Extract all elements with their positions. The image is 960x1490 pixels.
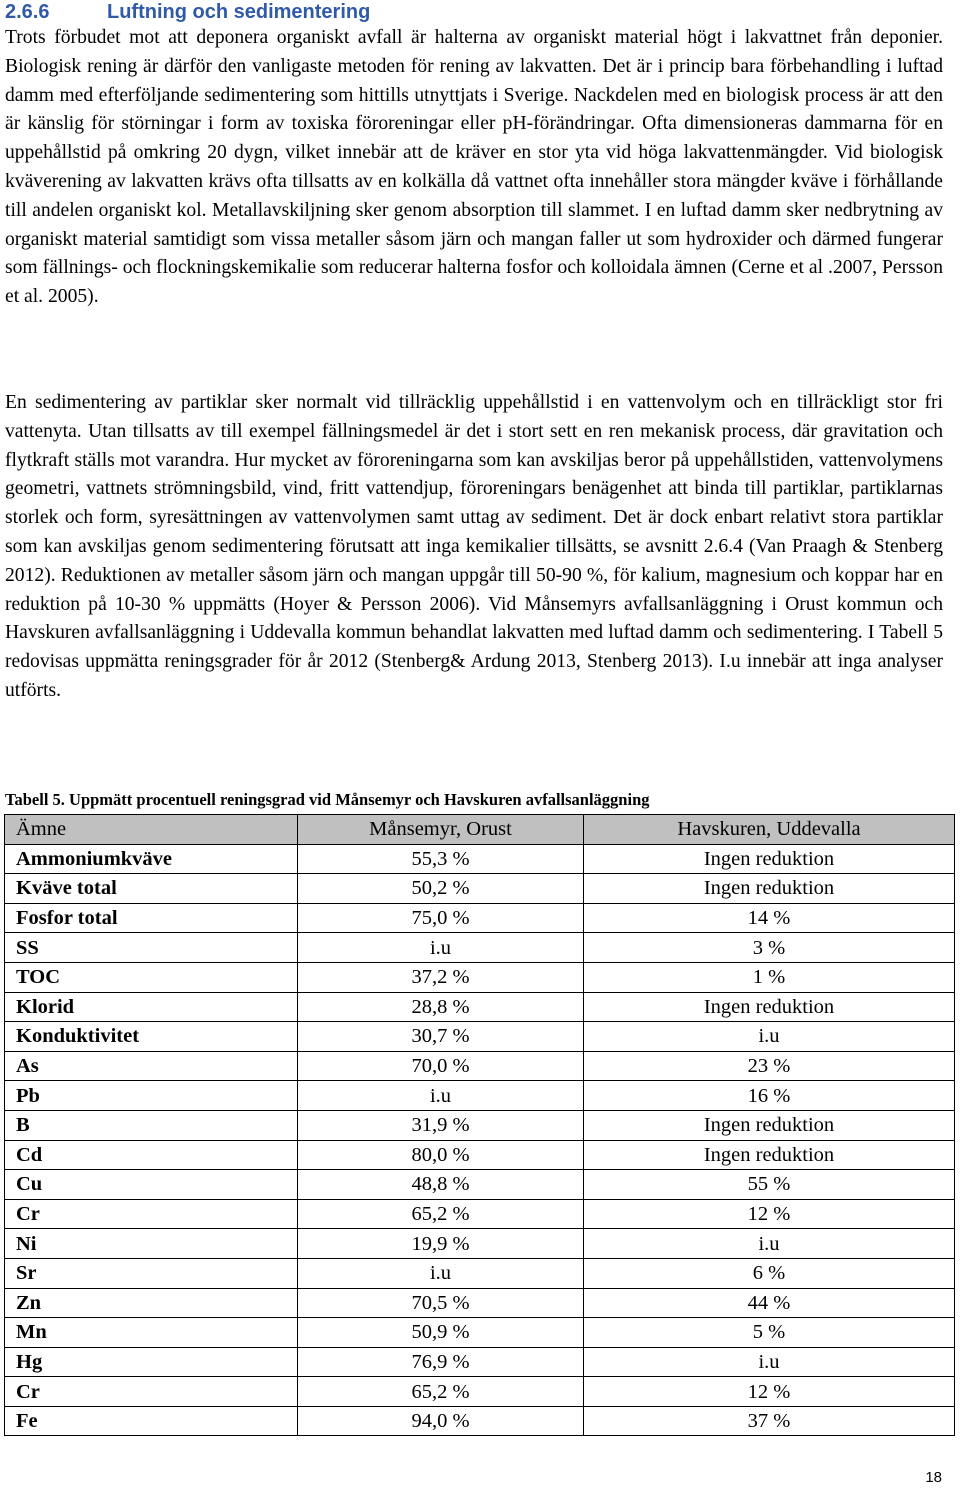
- table-row: [5, 1081, 955, 1111]
- reduction-table: [4, 814, 955, 1436]
- substance-cell: Ni: [5, 1229, 298, 1259]
- mansemyr-cell: 65,2 %: [298, 1199, 584, 1229]
- table-row: [5, 992, 955, 1022]
- mansemyr-cell: 19,9 %: [298, 1229, 584, 1259]
- mansemyr-cell: 94,0 %: [298, 1406, 584, 1436]
- table-row: [5, 903, 955, 933]
- paragraph-sedimentation: En sedimentering av partiklar sker normalt vid tillräcklig uppehållstid i en vattenvolym och en tillräckligt stor fri vattenyta. Utan tillsatts av till exempel fällningsmedel är det i stort sett en ren mekanisk process, där gravitation och flytkraft ställs mot varandra. Hur mycket av föroreningarna som kan avskiljas beror på uppehållstiden, vattenvolymens geometri, vattnets strömningsbild, vind, fritt vattendjup, föroreningars benägenhet att binda till partiklar, partiklarnas storlek och form, syresättningen av vattenvolymen samt uttag av sediment. Det är dock enbart relativt stora partiklar som kan avskiljas genom sedimentering förutsatt att inga kemikalier tillsätts, se avsnitt 2.6.4 (Van Praagh & Stenberg 2012). Reduktionen av metaller såsom järn och mangan uppgår till 50-90 %, för kalium, magnesium och koppar har en reduktion på 10-30 % uppmätts (Hoyer & Persson 2006). Vid Månsemyrs avfallsanläggning i Orust kommun och Havskuren avfallsanläggning i Uddevalla kommun behandlat lakvatten med luftad damm och sedimentering. I Tabell 5 redovisas uppmätta reningsgrader för år 2012 (Stenberg& Ardung 2013, Stenberg 2013). I.u innebär att inga analyser utförts.: [5, 392, 943, 701]
- havskuren-cell: 12 %: [584, 1199, 955, 1229]
- mansemyr-cell: 70,5 %: [298, 1288, 584, 1318]
- mansemyr-cell: 75,0 %: [298, 903, 584, 933]
- havskuren-cell: 5 %: [584, 1318, 955, 1348]
- havskuren-cell: i.u: [584, 1229, 955, 1259]
- section-heading: [5, 0, 370, 25]
- substance-cell: Cr: [5, 1377, 298, 1407]
- mansemyr-cell: 28,8 %: [298, 992, 584, 1022]
- havskuren-cell: 12 %: [584, 1377, 955, 1407]
- mansemyr-cell: 50,2 %: [298, 874, 584, 904]
- havskuren-cell: Ingen reduktion: [584, 1140, 955, 1170]
- havskuren-cell: 44 %: [584, 1288, 955, 1318]
- havskuren-cell: Ingen reduktion: [584, 992, 955, 1022]
- havskuren-cell: i.u: [584, 1022, 955, 1052]
- substance-cell: As: [5, 1051, 298, 1081]
- substance-cell: Zn: [5, 1288, 298, 1318]
- paragraph-aeration: Trots förbudet mot att deponera organiskt avfall är halterna av organiskt material högt i lakvattnet från deponier. Biologisk rening är därför den vanligaste metoden för rening av lakvatten. Det är i princip bara förbehandling i luftad damm med efterföljande sedimentering som hittills utnyttjats i Sverige. Nackdelen med en biologisk process är att den är känslig för störningar i form av toxiska föroreningar eller pH-förändringar. Ofta dimensioneras dammarna för en uppehållstid på omkring 20 dygn, vilket innebär att de kräver en stor yta vid höga lakvattenmängder. Vid biologisk kväverening av lakvatten krävs ofta tillsatts av en kolkälla då vattnet ofta innehåller stora mängder kväve i förhållande till andelen organiskt kol. Metallavskiljning sker genom absorption till slammet. I en luftad damm sker nedbrytning av organiskt material samtidigt som vissa metaller såsom järn och mangan faller ut som hydroxider och därmed fungerar som fällnings- och flockningskemikalie som reducerar halterna fosfor och kolloidala ämnen (Cerne et al .2007, Persson et al. 2005).: [5, 27, 943, 308]
- section-title: Luftning och sedimentering: [107, 1, 371, 23]
- substance-cell: Fe: [5, 1406, 298, 1436]
- substance-cell: Konduktivitet: [5, 1022, 298, 1052]
- substance-cell: B: [5, 1110, 298, 1140]
- mansemyr-cell: 31,9 %: [298, 1110, 584, 1140]
- table-row: [5, 1347, 955, 1377]
- havskuren-cell: 3 %: [584, 933, 955, 963]
- mansemyr-cell: i.u: [298, 1081, 584, 1111]
- havskuren-cell: 14 %: [584, 903, 955, 933]
- substance-cell: Cd: [5, 1140, 298, 1170]
- table-row: [5, 874, 955, 904]
- substance-cell: Kväve total: [5, 874, 298, 904]
- table-body: [5, 844, 955, 1436]
- table-row: [5, 1140, 955, 1170]
- mansemyr-cell: 30,7 %: [298, 1022, 584, 1052]
- table-row: [5, 1318, 955, 1348]
- table-row: [5, 844, 955, 874]
- table-row: [5, 1199, 955, 1229]
- table-row: [5, 1051, 955, 1081]
- mansemyr-cell: i.u: [298, 933, 584, 963]
- table-row: [5, 1406, 955, 1436]
- substance-cell: Fosfor total: [5, 903, 298, 933]
- havskuren-cell: 16 %: [584, 1081, 955, 1111]
- mansemyr-cell: 50,9 %: [298, 1318, 584, 1348]
- header-mansemyr: Månsemyr, Orust: [298, 815, 584, 845]
- havskuren-cell: 6 %: [584, 1258, 955, 1288]
- mansemyr-cell: 80,0 %: [298, 1140, 584, 1170]
- havskuren-cell: Ingen reduktion: [584, 1110, 955, 1140]
- substance-cell: Cu: [5, 1170, 298, 1200]
- substance-cell: Klorid: [5, 992, 298, 1022]
- table-caption: Tabell 5. Uppmätt procentuell reningsgrad vid Månsemyr och Havskuren avfallsanläggning: [5, 790, 650, 809]
- substance-cell: Mn: [5, 1318, 298, 1348]
- table-row: [5, 1288, 955, 1318]
- table-row: [5, 1110, 955, 1140]
- table-row: [5, 1170, 955, 1200]
- table-row: [5, 1022, 955, 1052]
- havskuren-cell: 23 %: [584, 1051, 955, 1081]
- table-row: [5, 1258, 955, 1288]
- header-substance: Ämne: [5, 815, 298, 845]
- substance-cell: Hg: [5, 1347, 298, 1377]
- table-header-row: [5, 815, 955, 845]
- table-row: [5, 962, 955, 992]
- havskuren-cell: 1 %: [584, 962, 955, 992]
- substance-cell: SS: [5, 933, 298, 963]
- table-row: [5, 933, 955, 963]
- page-number: 18: [925, 1469, 942, 1486]
- mansemyr-cell: 55,3 %: [298, 844, 584, 874]
- havskuren-cell: 55 %: [584, 1170, 955, 1200]
- substance-cell: Ammoniumkväve: [5, 844, 298, 874]
- mansemyr-cell: 70,0 %: [298, 1051, 584, 1081]
- havskuren-cell: i.u: [584, 1347, 955, 1377]
- mansemyr-cell: 65,2 %: [298, 1377, 584, 1407]
- mansemyr-cell: 76,9 %: [298, 1347, 584, 1377]
- header-havskuren: Havskuren, Uddevalla: [584, 815, 955, 845]
- mansemyr-cell: i.u: [298, 1258, 584, 1288]
- havskuren-cell: Ingen reduktion: [584, 844, 955, 874]
- mansemyr-cell: 48,8 %: [298, 1170, 584, 1200]
- mansemyr-cell: 37,2 %: [298, 962, 584, 992]
- substance-cell: Cr: [5, 1199, 298, 1229]
- section-number: 2.6.6: [5, 1, 50, 23]
- substance-cell: Sr: [5, 1258, 298, 1288]
- havskuren-cell: 37 %: [584, 1406, 955, 1436]
- table-row: [5, 1229, 955, 1259]
- substance-cell: TOC: [5, 962, 298, 992]
- table-row: [5, 1377, 955, 1407]
- havskuren-cell: Ingen reduktion: [584, 874, 955, 904]
- substance-cell: Pb: [5, 1081, 298, 1111]
